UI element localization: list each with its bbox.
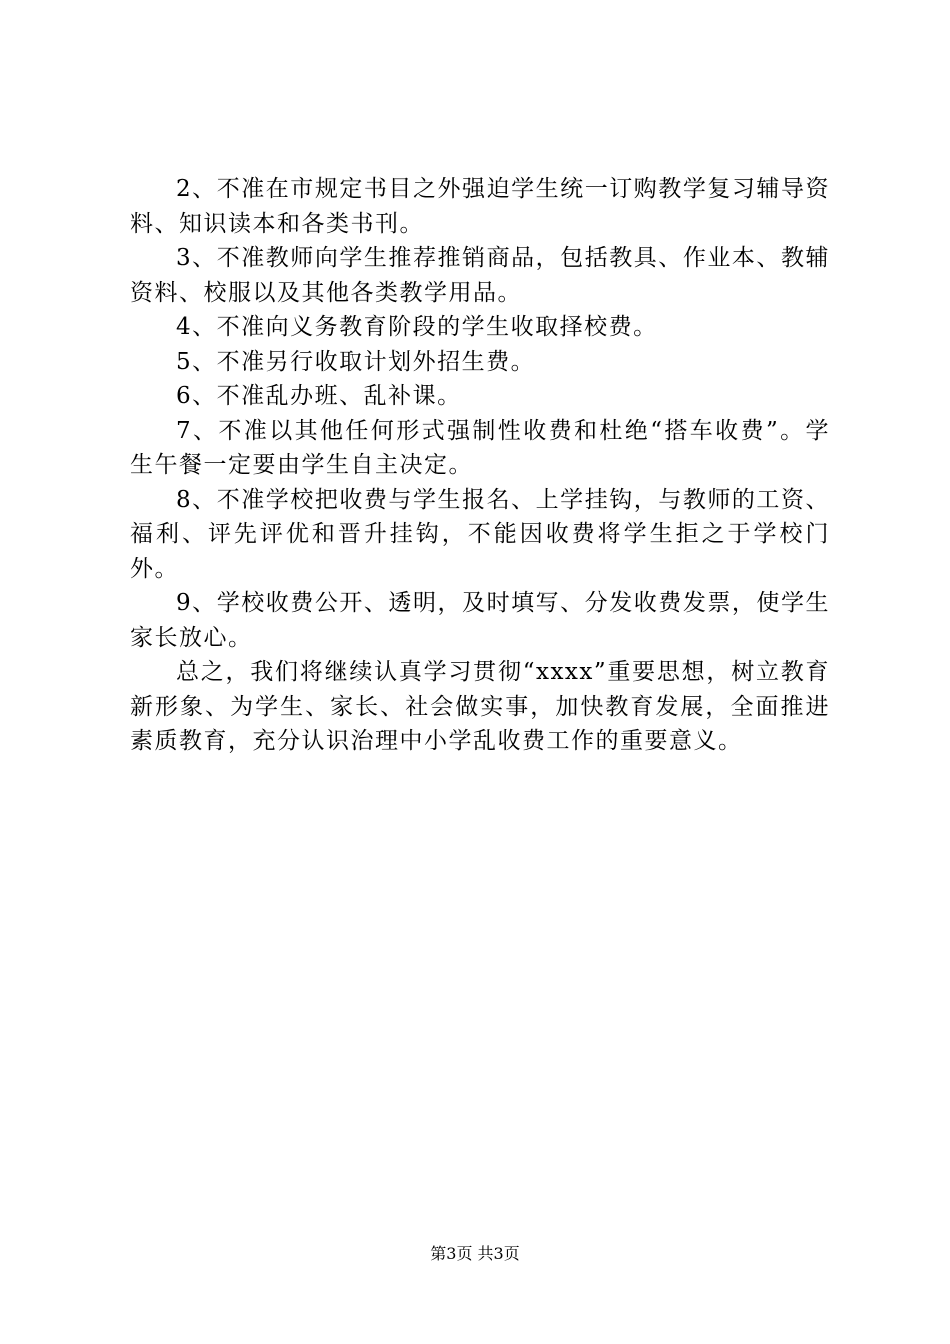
page-footer: 第3页 共3页 — [430, 1244, 520, 1263]
paragraph-summary: 总之，我们将继续认真学习贯彻“xxxx”重要思想，树立教育新形象、为学生、家长、社会做实事，加快教育发展，全面推进素质教育，充分认识治理中小学乱收费工作的重要意义。 — [130, 659, 830, 754]
paragraph-item-3: 3、不准教师向学生推荐推销商品，包括教具、作业本、教辅资料、校服以及其他各类教学用品。 — [130, 245, 830, 306]
paragraph-item-5: 5、不准另行收取计划外招生费。 — [176, 348, 536, 375]
paragraph-item-6: 6、不准乱办班、乱补课。 — [176, 383, 462, 409]
paragraph-item-4: 4、不准向义务教育阶段的学生收取择校费。 — [176, 314, 658, 340]
paragraph-item-9: 9、学校收费公开、透明，及时填写、分发收费发票，使学生家长放心。 — [130, 590, 830, 651]
paragraph-item-7: 7、不准以其他任何形式强制性收费和杜绝“搭车收费”。学生午餐一定要由学生自主决定。 — [130, 417, 830, 478]
document-body — [130, 172, 830, 759]
paragraph-item-2: 2、不准在市规定书目之外强迫学生统一订购教学复习辅导资料、知识读本和各类书刊。 — [130, 176, 830, 237]
paragraph-item-8: 8、不准学校把收费与学生报名、上学挂钩，与教师的工资、福利、评先评优和晋升挂钩，不能因收费将学生拒之于学校门外。 — [130, 486, 830, 582]
